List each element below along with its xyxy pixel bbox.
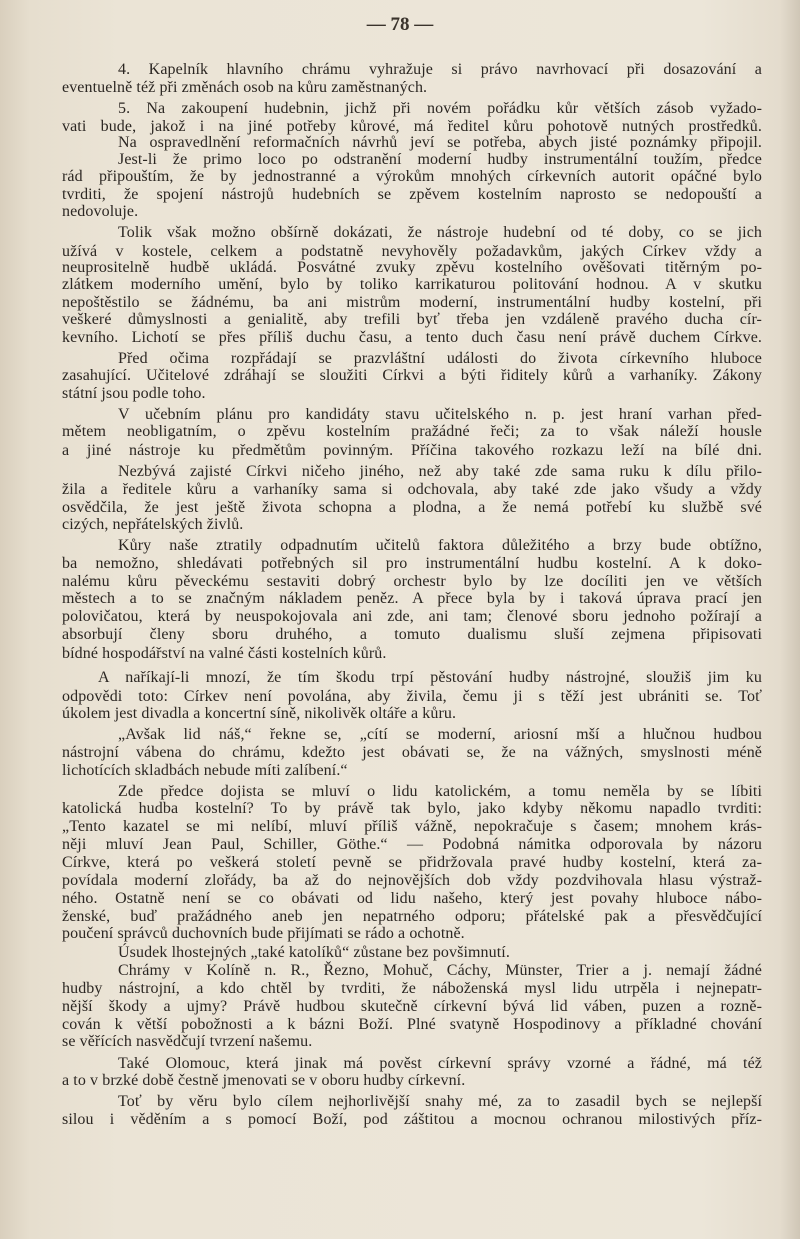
text-line: Kůry naše ztratily odpadnutím učitelů faktora důležitého a brzy bude obtížno, — [118, 537, 762, 554]
text-line: katolická hudba kostelní? To by právě tak bylo, jako kdyby někomu napadlo tvrditi: — [62, 800, 762, 817]
text-line: „Tento kazatel se mi nelíbí, mluví příliš vážně, nepokračuje s časem; mnohem krás- — [62, 818, 762, 835]
text-line: Také Olomouc, která jinak má pověst církevní správy vzorné a řádné, má též — [118, 1055, 762, 1072]
text-line: veškeré důmyslnosti a genialitě, aby trefili byť třeba jen vzdáleně pravého ducha cír- — [62, 311, 762, 328]
text-line: nepoštěstilo se žádnému, ba ani mistrům moderní, instrumentální hudby kostelní, při — [62, 294, 762, 311]
text-line: lichotících skladbách nebude míti zalíbení.“ — [62, 762, 348, 779]
text-line: 4. Kapelník hlavního chrámu vyhražuje si právo navrhovací při dosazování a — [118, 61, 762, 78]
text-line: kevního. Lichotí se přes příliš duchu času, a tento duch času není právě duchem Církve. — [62, 329, 762, 346]
text-line: Zde předce dojista se mluví o lidu katolickém, a tomu neměla by se líbiti — [118, 783, 762, 800]
text-line: nalému kůru pěveckému sestaviti dobrý orchestr bylo by lze docíliti jen ve větších — [62, 573, 762, 590]
text-line: státní jsou podle toho. — [62, 385, 206, 402]
text-line: hudby nástrojní, a kdo chtěl by tvrditi, že náboženská mysl lidu utrpěla i nejnepatr- — [62, 980, 762, 997]
text-line: Toť by věru bylo cílem nejhorlivější snahy mé, za to zasadil bych se nejlepší — [118, 1093, 762, 1110]
text-line: žila a ředitele kůru a varhaníky sama si odchovala, aby také zde jako všudy a vždy — [62, 481, 762, 498]
text-line: „Avšak lid náš,“ řekne se, „cítí se moderní, ariosní mší a hlučnou hudbou — [118, 726, 762, 743]
text-line: nější škody a ujmy? Právě hudbou skutečně církevní bývá lid váben, puzen a rozně- — [62, 998, 762, 1015]
text-line: odpovědi toto: Církev není povolána, aby živila, čemu ji s těží jest ubrániti se. Toť — [62, 688, 762, 705]
text-line: městech a to se značným nákladem peněz. A přece byla by i taková úprava prací jen — [62, 590, 762, 607]
text-line: Na ospravedlnění reformačních návrhů jeví se potřeba, abych jisté poznámky připojil. — [118, 134, 762, 151]
text-line: se věřících nasvědčují tvrzení našemu. — [62, 1033, 313, 1050]
text-line: polovičatou, která by neuspokojovala ani zde, ani tam; členové sboru jednoho požírají a — [62, 608, 762, 625]
text-line: absorbují členy sboru druhého, a tomuto dualismu sluší zejmena připisovati — [62, 626, 762, 643]
text-line: užívá v kostele, celkem a podstatně nevyhověly požadavkům, jakých Církev vždy a — [62, 243, 762, 260]
text-line: a jiné nástroje ku předmětům povinným. Příčina takového rozkazu leží na bílé dni. — [62, 442, 762, 459]
text-line: poučení správců duchovních bude přijímati se rádo a ochotně. — [62, 925, 465, 942]
text-line: Nezbývá zajisté Církvi ničeho jiného, než aby také zde sama ruku k dílu přilo- — [118, 463, 762, 480]
text-line: a to v brzké době čestně jmenovati se v oboru hudby církevní. — [62, 1072, 466, 1089]
text-line: ženské, buď pražádného aneb jen nepatrného odporu; přátelské pak a přesvědčující — [62, 908, 762, 925]
text-line: zlátkem moderního umění, bylo by toliko karrikaturou politování hodnou. A v skutku — [62, 276, 762, 293]
text-line: eventuelně též při změnách osob na kůru zaměstnaných. — [62, 79, 428, 96]
text-line: V učebním plánu pro kandidáty stavu učitelského n. p. jest hraní varhan před- — [118, 406, 762, 423]
text-line: Jest-li že primo loco po odstranění moderní hudby instrumentální toužím, předce — [118, 151, 762, 168]
text-line: úkolem jest divadla a koncertní síně, nikolivěk oltáře a kůru. — [62, 705, 457, 722]
text-line: něji mluví Jean Paul, Schiller, Göthe.“ — Podobná námitka odporovala by názoru — [62, 836, 762, 853]
text-line: Chrámy v Kolíně n. R., Řezno, Mohuč, Cáchy, Münster, Trier a j. nemají žádné — [118, 962, 762, 979]
text-line: Před očima rozpřádají se prazvláštní události do života církevního hluboce — [118, 350, 762, 367]
text-line: vati bude, jakož i na jiné potřeby kůrové, má ředitel kůru pohotově nutných prostředků. — [62, 118, 762, 135]
text-line: nedovoluje. — [62, 203, 139, 220]
text-line: neuprositelně hudbě ukládá. Posvátné zvuky zpěvu kostelního ověšovati titěrným po- — [62, 259, 762, 276]
text-line: 5. Na zakoupení hudebnin, jichž při novém pořádku kůr větších zásob vyžado- — [118, 100, 762, 117]
text-line: A naříkají-li mnozí, že tím škodu trpí pěstování hudby nástrojné, sloužiš jim ku — [98, 669, 762, 686]
text-line: Tolik však možno obšírně dokázati, že nástroje hudební od té doby, co se jich — [118, 224, 762, 241]
text-line: nástrojní vábena do chrámu, kdežto jest obávati se, že na vážných, smyslnosti méně — [62, 744, 762, 761]
page-number: — 78 — — [366, 14, 434, 35]
text-line: ného. Ostatně není se co obávati od lidu našeho, který jest povahy hluboce nábo- — [62, 890, 762, 907]
text-line: zasahující. Učitelové zdráhají se sloužiti Církvi a býti řiditely kůrů a varhaníky. Zákony — [62, 367, 762, 384]
text-line: tvrditi, že spojení nástrojů hudebních se zpěvem kostelním naprosto se nedopouští a — [62, 186, 762, 203]
text-line: cován k větší pobožnosti a k bázni Boží. Plné svatyně Hospodinovy a příkladné chování — [62, 1016, 762, 1033]
text-line: povídala moderní zlořády, ba až do nejnovějších dob vždy pozdvihovala hlasu výstraž- — [62, 872, 762, 889]
text-line: Úsudek lhostejných „také katolíků“ zůstane bez povšimnutí. — [118, 944, 510, 961]
text-line: ba nemožno, shledávati potřebných sil pro instrumentální hudbu kostelní. A k doko- — [62, 555, 762, 572]
text-line: rád připouštím, že by jednostranné a výrokům mnohých církevních autorit opáčné bylo — [62, 168, 762, 185]
text-line: Církve, která po veškerá století pevně se přidržovala pravé hudby kostelní, která za- — [62, 854, 762, 871]
text-line: bídné hospodářství na valné části kostelních kůrů. — [62, 645, 387, 662]
text-line: silou i věděním a s pomocí Boží, pod záštitou a mocnou ochranou milostivých příz- — [62, 1111, 762, 1128]
text-line: osvědčila, že jest ještě života schopna a plodna, a že nemá potřebí ku službě své — [62, 499, 762, 516]
text-line: mětem neobligatním, o zpěvu kostelním pražádné řeči; za to však náleží housle — [62, 423, 762, 440]
text-line: cizých, nepřátelských živlů. — [62, 516, 244, 533]
